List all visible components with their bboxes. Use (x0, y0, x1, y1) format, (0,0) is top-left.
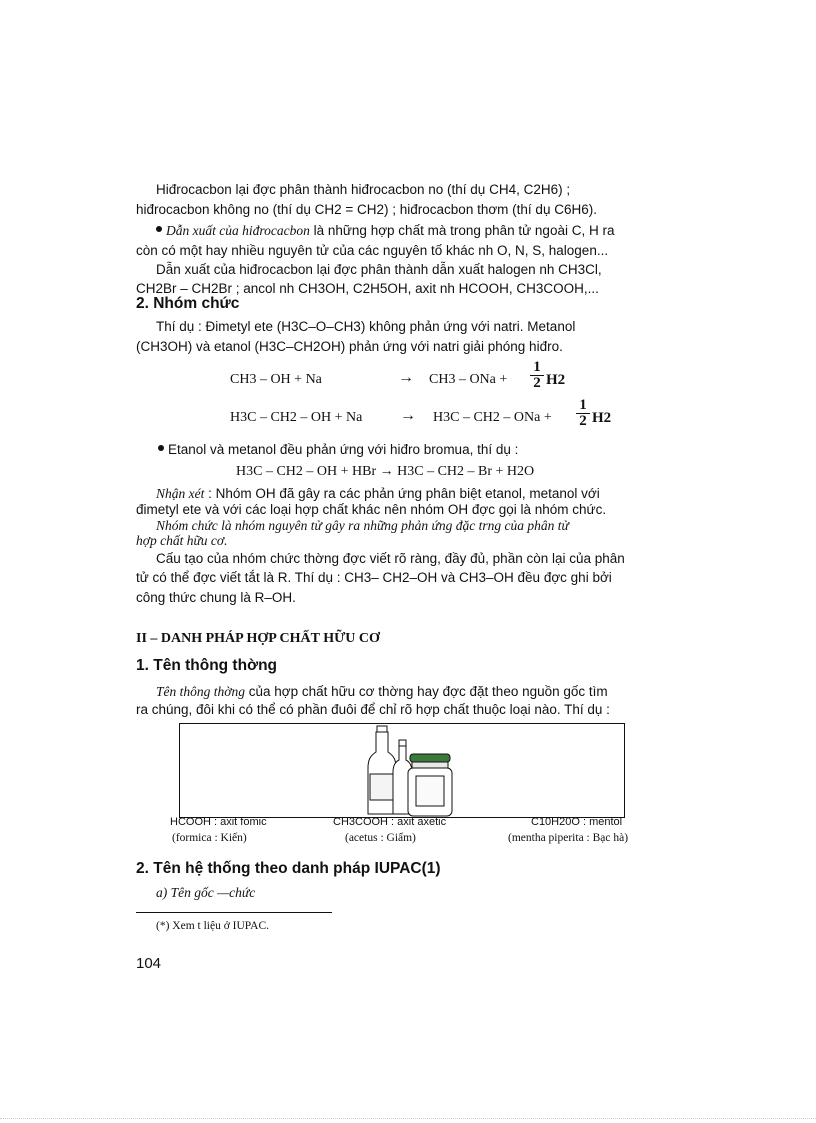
equation-1-h2: H2 (546, 372, 566, 388)
intro-line-1: Hiđrocacbon lại đợc phân thành hiđrocacbon no (thí dụ CH4, C2H6) ; (156, 182, 571, 197)
remark-label: Nhận xét (156, 486, 205, 501)
equation-2-left: H3C – CH2 – OH + Na (230, 410, 363, 425)
definition-line-2: hợp chất hữu cơ. (136, 533, 228, 548)
caption-acetic-origin: (acetus : Giấm) (345, 832, 416, 844)
page-bottom-border (0, 1118, 816, 1120)
caption-formic-acid: HCOOH : axit fomic (170, 816, 267, 828)
fraction-denominator: 2 (579, 413, 587, 429)
heading-common-names: 1. Tên thông thờng (136, 657, 278, 674)
derivative-classes-line-2: CH2Br – CH2Br ; ancol nh CH3OH, C2H5OH, axit nh HCOOH, CH3COOH,... (136, 281, 599, 296)
fraction-numerator: 1 (576, 398, 590, 414)
equation-1-left: CH3 – OH + Na (230, 372, 322, 387)
jar-icon (408, 754, 452, 816)
bullet-icon (158, 445, 164, 451)
hbr-intro-text: Etanol và metanol đều phản ứng với hiđro bromua, thí dụ : (168, 442, 519, 457)
caption-menthol-origin: (mentha piperita : Bạc hà) (508, 832, 629, 844)
derivative-definition-line-2: còn có một hay nhiều nguyên tử của các nguyên tố khác nh O, N, S, halogen... (136, 243, 609, 258)
equation-1-right: CH3 – ONa + (429, 372, 508, 387)
structure-line-2: tử có thể đợc viết tắt là R. Thí dụ : CH3– CH2–OH và CH3–OH đều đợc ghi bởi (136, 570, 612, 585)
wine-bottle-icon (368, 726, 396, 814)
bullet-icon (156, 226, 162, 232)
common-names-line-1 (156, 682, 608, 702)
common-names-rest: của hợp chất hữu cơ thờng hay đợc đặt theo nguồn gốc tìm (244, 684, 608, 699)
heading-iupac: 2. Tên hệ thống theo danh pháp IUPAC(1) (136, 860, 441, 877)
footnote-rule (136, 912, 332, 913)
equation-2-arrow: → (400, 407, 416, 424)
bottles-illustration (180, 724, 624, 817)
equation-1-fraction (530, 360, 544, 391)
common-names-line-2: ra chúng, đôi khi có thể có phần đuôi để chỉ rõ hợp chất thuộc loại nào. Thí dụ : (136, 702, 610, 717)
footnote: (*) Xem t liệu ở IUPAC. (156, 920, 269, 932)
derivative-classes-line-1: Dẫn xuất của hiđrocacbon lại đợc phân thành dẫn xuất halogen nh CH3Cl, (156, 262, 602, 277)
heading-nomenclature: II – DANH PHÁP HỢP CHẤT HỮU CƠ (136, 631, 380, 646)
equation-3: H3C – CH2 – OH + HBr → H3C – CH2 – Br + H2O (236, 464, 535, 479)
term-derivative: Dẫn xuất của hiđrocacbon (166, 223, 310, 238)
hbr-intro (158, 440, 518, 460)
caption-menthol: C10H20O : mentol (531, 816, 623, 828)
heading-functional-group: 2. Nhóm chức (136, 295, 240, 312)
derivative-definition-line-1 (156, 221, 614, 241)
equation-2-fraction (576, 398, 590, 429)
sub-heading-radical-functional: a) Tên gốc —chức (156, 885, 256, 900)
remark-rest: : Nhóm OH đã gây ra các phản ứng phân biệt etanol, metanol với (204, 486, 600, 501)
equation-1-arrow: → (398, 369, 414, 386)
definition-line-1: Nhóm chức là nhóm nguyên tử gây ra những phản ứng đặc trng của phân tử (156, 518, 569, 533)
fraction-denominator: 2 (533, 375, 541, 391)
equation-2-right: H3C – CH2 – ONa + (433, 410, 552, 425)
remark-line-2: đimetyl ete và với các loại hợp chất khác nên nhóm OH đợc gọi là nhóm chức. (136, 502, 607, 517)
caption-formic-origin: (formica : Kiến) (172, 832, 247, 844)
structure-line-3: công thức chung là R–OH. (136, 590, 296, 605)
equation-2-h2: H2 (592, 410, 612, 426)
structure-line-1: Cấu tạo của nhóm chức thờng đợc viết rõ ràng, đầy đủ, phần còn lại của phân (156, 551, 625, 566)
intro-line-2: hiđrocacbon không no (thí dụ CH2 = CH2) ; hiđrocacbon thơm (thí dụ C6H6). (136, 202, 597, 217)
example-line-1: Thí dụ : Đimetyl ete (H3C–O–CH3) không phản ứng với natri. Metanol (156, 319, 576, 334)
term-common-name: Tên thông thờng (156, 684, 245, 699)
figure-box (179, 723, 625, 818)
derivative-definition-rest: là những hợp chất mà trong phân tử ngoài C, H ra (309, 223, 615, 238)
fraction-numerator: 1 (530, 360, 544, 376)
example-line-2: (CH3OH) và etanol (H3C–CH2OH) phản ứng với natri giải phóng hiđro. (136, 339, 563, 354)
caption-acetic-acid: CH3COOH : axit axetic (333, 816, 447, 828)
page-number: 104 (136, 955, 162, 972)
